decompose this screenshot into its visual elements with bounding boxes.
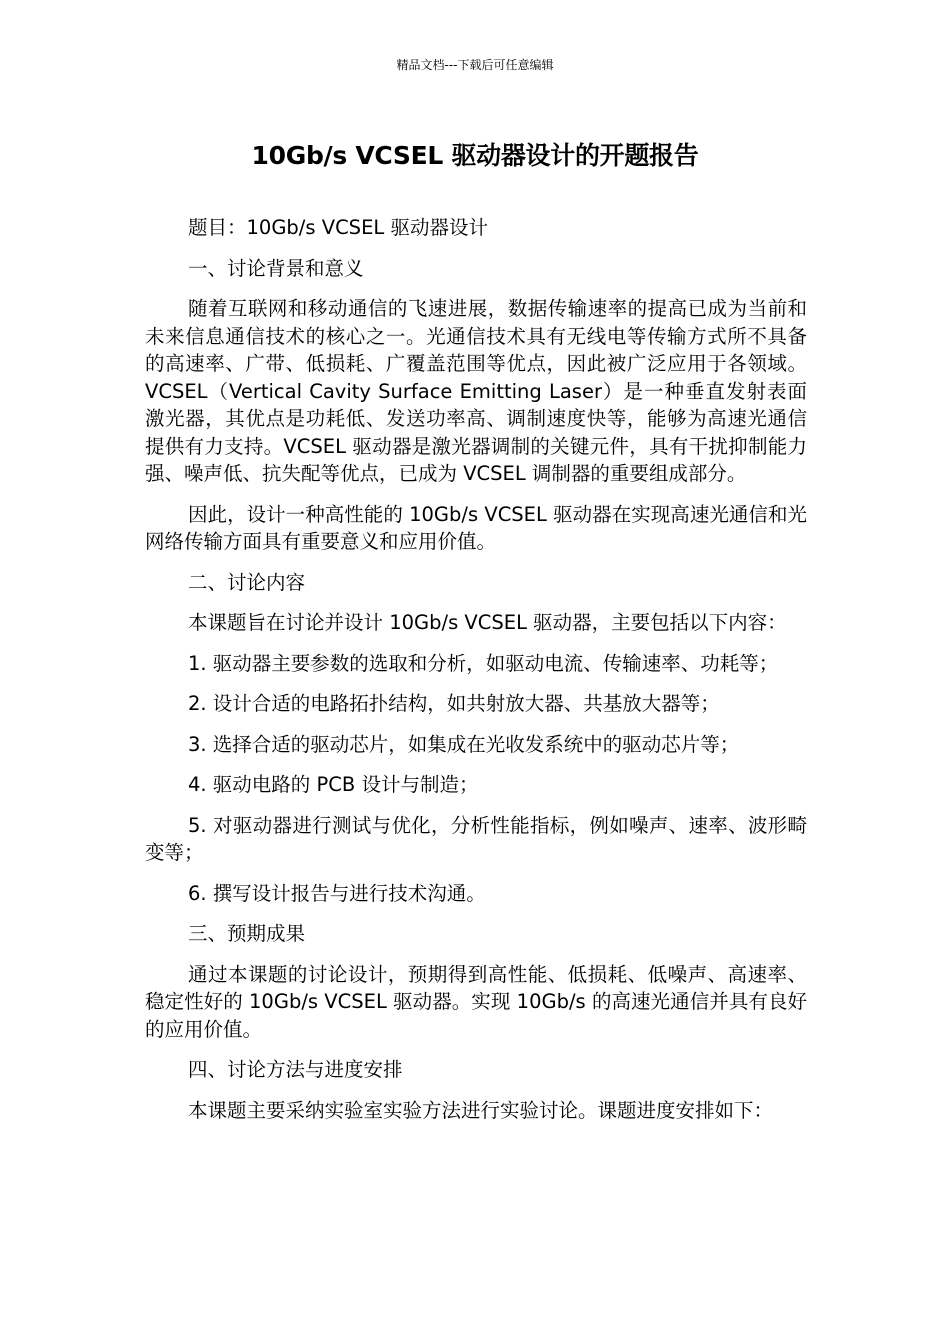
document-title: 10Gb/s VCSEL 驱动器设计的开题报告 bbox=[251, 141, 699, 170]
content-item-4: 4. 驱动电路的 PCB 设计与制造； bbox=[188, 773, 479, 796]
content-item-5: 5. 对驱动器进行测试与优化，分析性能指标，例如噪声、速率、波形畸变等； bbox=[145, 813, 807, 864]
document-body bbox=[145, 214, 807, 1137]
content-item-3: 3. 选择合适的驱动芯片，如集成在光收发系统中的驱动芯片等； bbox=[188, 732, 740, 756]
section-heading-content: 二、讨论内容 bbox=[188, 570, 306, 594]
topic-line: 题目：10Gb/s VCSEL 驱动器设计 bbox=[188, 216, 488, 239]
section-heading-results: 三、预期成果 bbox=[188, 922, 306, 945]
content-intro-paragraph: 本课题旨在讨论并设计 10Gb/s VCSEL 驱动器，主要包括以下内容： bbox=[188, 611, 787, 634]
methods-paragraph: 本课题主要采纳实验室实验方法进行实验讨论。课题进度安排如下： bbox=[188, 1098, 774, 1122]
section-heading-methods: 四、讨论方法与进度安排 bbox=[188, 1058, 403, 1081]
results-paragraph: 通过本课题的讨论设计，预期得到高性能、低损耗、低噪声、高速率、稳定性好的 10Gb/s VCSEL 驱动器。实现 10Gb/s 的高速光通信并具有良好的应用价值。 bbox=[145, 962, 807, 1041]
header-note: 精品文档---下载后可任意编辑 bbox=[396, 58, 554, 72]
content-item-2: 2. 设计合适的电路拓扑结构，如共射放大器、共基放大器等； bbox=[188, 692, 720, 715]
content-item-6: 6. 撰写设计报告与进行技术沟通。 bbox=[188, 881, 486, 905]
significance-paragraph: 因此，设计一种高性能的 10Gb/s VCSEL 驱动器在实现高速光通信和光网络传输方面具有重要意义和应用价值。 bbox=[145, 502, 807, 553]
content-item-1: 1. 驱动器主要参数的选取和分析，如驱动电流、传输速率、功耗等； bbox=[188, 651, 779, 675]
section-heading-background: 一、讨论背景和意义 bbox=[188, 256, 364, 280]
background-paragraph: 随着互联网和移动通信的飞速进展，数据传输速率的提高已成为当前和未来信息通信技术的核心之一。光通信技术具有无线电等传输方式所不具备的高速率、广带、低损耗、广覆盖范围等优点，因此被广泛应用于各领域。VCSEL（Vertical Cavity Surface Emitting Laser）是一种垂直发射表面激光器，其优点是功耗低、发送功率高、调制速度快等，能够为高速光通信提供有力支持。VCSEL 驱动器是激光器调制的关键元件，具有干扰抑制能力强、噪声低、抗失配等优点，已成为 VCSEL 调制器的重要组成部分。 bbox=[145, 297, 807, 485]
